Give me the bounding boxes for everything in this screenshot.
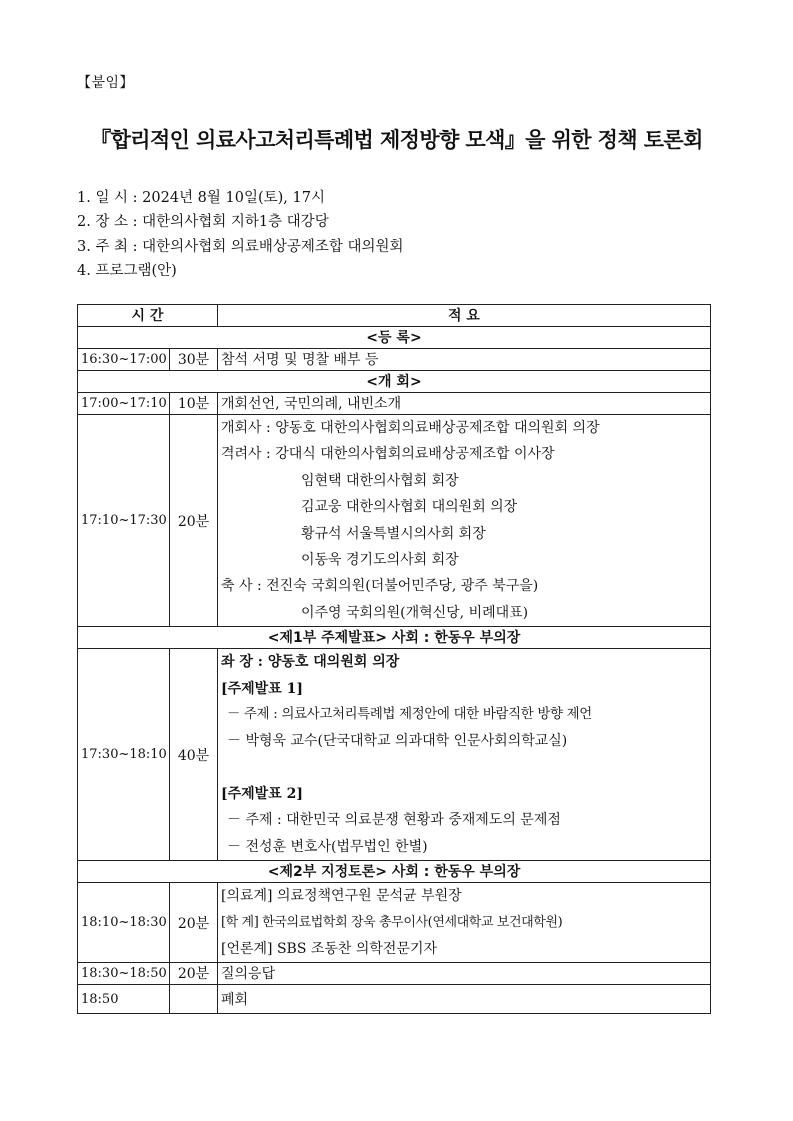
speeches-cell bbox=[218, 415, 711, 627]
row-time: 17:10~17:30 bbox=[78, 415, 170, 627]
table-row-speeches bbox=[78, 415, 711, 627]
header-summary: 적 요 bbox=[218, 305, 711, 327]
row-duration: 40분 bbox=[170, 649, 218, 861]
info-host: 3. 주 최 : 대한의사협회 의료배상공제조합 대의원회 bbox=[77, 238, 404, 255]
section-registration bbox=[78, 327, 711, 349]
row-desc: 폐회 bbox=[218, 985, 711, 1014]
table-row-part1 bbox=[78, 649, 711, 861]
row-desc: 질의응답 bbox=[218, 963, 711, 985]
section-part1-label: <제1부 주제발표> 사회 : 한동우 부의장 bbox=[78, 627, 711, 649]
section-registration-label: <등 록> bbox=[78, 327, 711, 349]
info-date: 1. 일 시 : 2024년 8월 10일(토), 17시 bbox=[77, 190, 325, 206]
row-desc: 개회선언, 국민의례, 내빈소개 bbox=[218, 393, 711, 415]
presentation1-header: [주제발표 1] bbox=[221, 680, 303, 697]
panelist-line: [의료계] 의료정책연구원 문석균 부원장 bbox=[221, 888, 462, 905]
table-header-row bbox=[78, 305, 711, 327]
row-duration: 10분 bbox=[170, 393, 218, 415]
section-opening bbox=[78, 371, 711, 393]
row-duration: 30분 bbox=[170, 349, 218, 371]
header-time: 시 간 bbox=[78, 305, 218, 327]
speech-line: 이동욱 경기도의사회 회장 bbox=[301, 551, 459, 568]
program-table bbox=[77, 304, 711, 1014]
part2-cell bbox=[218, 883, 711, 963]
speech-line: 임현택 대한의사협회 회장 bbox=[301, 472, 459, 489]
attachment-label: 【붙임】 bbox=[77, 75, 135, 91]
speech-line: 황규석 서울특별시의사회 회장 bbox=[301, 525, 486, 542]
row-time: 16:30~17:00 bbox=[78, 349, 170, 371]
section-part2-label: <제2부 지정토론> 사회 : 한동우 부의장 bbox=[78, 861, 711, 883]
chair-line: 좌 장 : 양동호 대의원회 의장 bbox=[221, 654, 400, 671]
speech-line: 격려사 : 강대식 대한의사협회의료배상공제조합 이사장 bbox=[221, 446, 555, 463]
section-opening-label: <개 회> bbox=[78, 371, 711, 393]
row-time: 18:30~18:50 bbox=[78, 963, 170, 985]
presentation2-presenter: － 전성훈 변호사(법무법인 한별) bbox=[227, 838, 428, 855]
part1-cell bbox=[218, 649, 711, 861]
table-row bbox=[78, 963, 711, 985]
presentation1-presenter: － 박형욱 교수(단국대학교 의과대학 인문사회의학교실) bbox=[227, 733, 568, 750]
row-time: 18:10~18:30 bbox=[78, 883, 170, 963]
table-row bbox=[78, 393, 711, 415]
row-duration: 20분 bbox=[170, 883, 218, 963]
row-time: 17:00~17:10 bbox=[78, 393, 170, 415]
row-time: 17:30~18:10 bbox=[78, 649, 170, 861]
table-row bbox=[78, 985, 711, 1014]
row-duration: 20분 bbox=[170, 963, 218, 985]
presentation2-topic: － 주제 : 대한민국 의료분쟁 현황과 중재제도의 문제점 bbox=[227, 812, 561, 829]
presentation1-topic: － 주제 : 의료사고처리특례법 제정안에 대한 바람직한 방향 제언 bbox=[227, 706, 592, 722]
info-venue: 2. 장 소 : 대한의사협회 지하1층 대강당 bbox=[77, 214, 329, 231]
speech-line: 김교웅 대한의사협회 대의원회 의장 bbox=[301, 499, 518, 516]
speech-line: 개회사 : 양동호 대한의사협회의료배상공제조합 대의원회 의장 bbox=[221, 420, 600, 436]
section-part2 bbox=[78, 861, 711, 883]
event-info bbox=[77, 186, 404, 284]
info-program: 4. 프로그램(안) bbox=[77, 263, 177, 280]
spacer bbox=[221, 755, 710, 781]
row-duration: 20분 bbox=[170, 415, 218, 627]
row-duration bbox=[170, 985, 218, 1014]
row-time: 18:50 bbox=[78, 985, 170, 1014]
table-row bbox=[78, 349, 711, 371]
page-title: 『합리적인 의료사고처리특례법 제정방향 모색』을 위한 정책 토론회 bbox=[90, 128, 703, 152]
panelist-line: [언론계] SBS 조동찬 의학전문기자 bbox=[221, 941, 438, 958]
section-part1 bbox=[78, 627, 711, 649]
speech-line: 이주영 국회의원(개혁신당, 비례대표) bbox=[301, 604, 529, 621]
presentation2-header: [주제발표 2] bbox=[221, 786, 303, 803]
row-desc: 참석 서명 및 명찰 배부 등 bbox=[218, 349, 711, 371]
table-row-part2 bbox=[78, 883, 711, 963]
panelist-line: [학 계] 한국의료법학회 장욱 총무이사(연세대학교 보건대학원) bbox=[221, 914, 563, 930]
speech-line: 축 사 : 전진숙 국회의원(더불어민주당, 광주 북구을) bbox=[221, 578, 539, 595]
